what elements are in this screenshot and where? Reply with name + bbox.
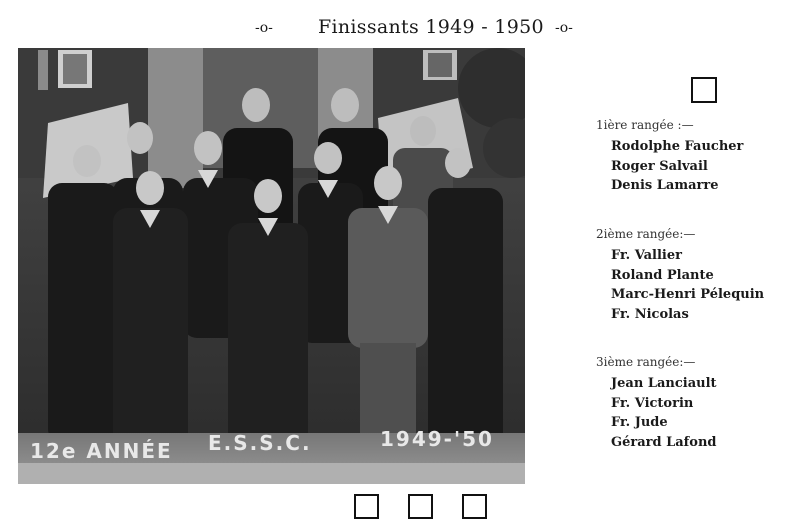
row-name: Denis Lamarre: [611, 178, 719, 193]
page-header: [0, 16, 800, 40]
row-name: Rodolphe Faucher: [611, 139, 744, 154]
row-heading: 1ière rangée :—: [596, 118, 694, 132]
row-group-1: [596, 118, 743, 196]
row-name: Fr. Nicolas: [611, 306, 689, 322]
row-name: Gérard Lafond: [611, 434, 717, 450]
row-names: [596, 374, 717, 452]
header-right-mark: -o-: [555, 20, 573, 36]
photo-caption-left: 12e ANNÉE: [30, 439, 173, 463]
row-names: [596, 137, 743, 196]
class-photo-image: [18, 48, 525, 484]
page-title: Finissants 1949 - 1950: [318, 16, 544, 38]
row-heading: 2ième rangée:—: [596, 227, 696, 241]
checkbox-bottom-3[interactable]: [462, 494, 487, 519]
row-name: Roger Salvail: [611, 158, 708, 174]
row-heading: 3ième rangée:—: [596, 355, 696, 369]
row-name: Fr. Jude: [611, 415, 668, 430]
row-name: Fr. Vallier: [611, 248, 682, 263]
row-name: Fr. Victorin: [611, 395, 694, 411]
photo-caption-right: 1949-'50: [380, 427, 494, 451]
row-names: [596, 246, 764, 324]
row-name: Roland Plante: [611, 267, 714, 283]
checkbox-bottom-1[interactable]: [354, 494, 379, 519]
header-left-mark: -o-: [255, 20, 273, 36]
checkbox-top[interactable]: [691, 77, 717, 103]
checkbox-bottom-2[interactable]: [408, 494, 433, 519]
row-group-3: [596, 355, 717, 452]
row-group-2: [596, 227, 764, 324]
row-name: Marc-Henri Pélequin: [611, 287, 765, 302]
class-photo: [18, 48, 525, 484]
photo-caption-center: E.S.S.C.: [208, 431, 312, 455]
row-name: Jean Lanciault: [611, 376, 717, 391]
